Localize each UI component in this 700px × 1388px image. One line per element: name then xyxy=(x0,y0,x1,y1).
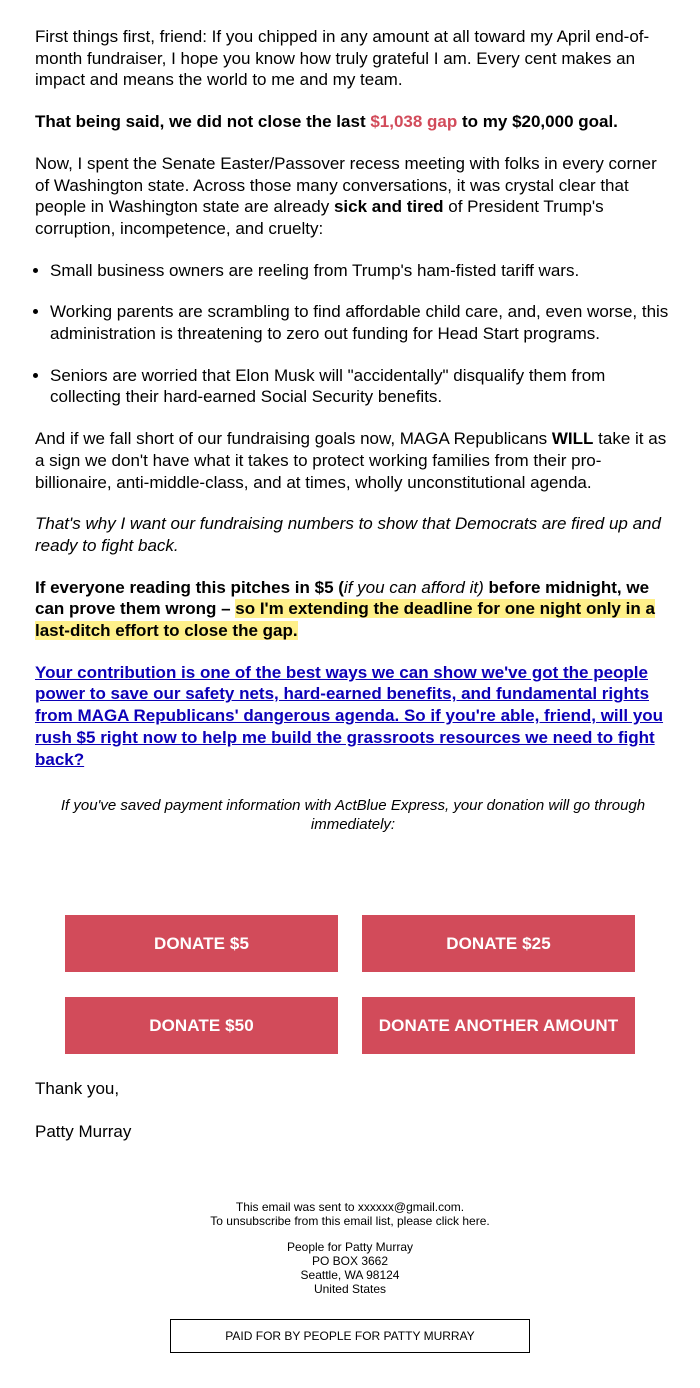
thanks-text: Thank you, xyxy=(35,1079,120,1098)
footer-address xyxy=(0,1240,700,1296)
sent-to-text: This email was sent to xxxxxx@gmail.com. xyxy=(235,1200,465,1214)
recess-text-1: Now, I spent the Senate Easter/Passover recess meeting with folks in every corner of Washington state. Across those many conversations, it was crystal clear that people in Washington state are already xyxy=(35,153,657,217)
maga-paragraph xyxy=(35,428,671,493)
po-box: PO BOX 3662 xyxy=(311,1254,389,1268)
donate-25-button[interactable]: DONATE $25 xyxy=(362,915,635,972)
maga-text-2: take it as a sign we don't have what it takes to protect working families from their pro-billionaire, anti-middle-class, and at times, wholly unconstitutional agenda. xyxy=(35,429,667,492)
list-item: • Small business owners are reeling from Trump's ham-fisted tariff wars. xyxy=(50,260,671,282)
city-line: Seattle, WA 98124 xyxy=(300,1268,400,1282)
maga-bold: WILL xyxy=(551,429,594,449)
pitch-text-1: If everyone reading this pitches in $5 ( xyxy=(35,577,344,597)
concerns-list xyxy=(35,260,671,409)
cta-paragraph xyxy=(35,662,671,771)
email-body xyxy=(35,26,671,834)
donate-50-button[interactable]: DONATE $50 xyxy=(65,997,338,1054)
footer-notice xyxy=(0,1200,700,1228)
donate-other-amount-button[interactable]: DONATE ANOTHER AMOUNT xyxy=(362,997,635,1054)
pitch-italic: if you can afford it) xyxy=(343,577,484,597)
express-note: If you've saved payment information with ActBlue Express, your donation will go through immediately: xyxy=(60,797,646,834)
italic-text: That's why I want our fundraising numbers to show that Democrats are fired up and ready to fight back. xyxy=(35,514,661,555)
intro-paragraph: First things first, friend: If you chipped in any amount at all toward my April end-of-month fundraiser, I hope you know how truly grateful I am. Every cent makes an impact and means the world to me and my team. xyxy=(35,27,650,90)
pitch-highlight: so I'm extending the deadline for one night only in a last-ditch effort to close the gap. xyxy=(35,599,655,641)
list-item: • Working parents are scrambling to find affordable child care, and, even worse, this administration is threatening to zero out funding for Head Start programs. xyxy=(50,301,671,344)
pitch-paragraph xyxy=(35,577,671,642)
maga-text-1: And if we fall short of our fundraising goals now, MAGA Republicans xyxy=(35,429,552,449)
gap-amount: $1,038 gap xyxy=(370,112,458,132)
pitch-text-2: before midnight, we can prove them wrong – xyxy=(35,577,650,619)
footer xyxy=(0,1200,700,1308)
gap-prefix: That being said, we did not close the last xyxy=(35,112,371,132)
gap-suffix: to my $20,000 goal. xyxy=(457,112,618,132)
gap-paragraph xyxy=(35,111,671,133)
list-item: • Seniors are worried that Elon Musk will "accidentally" disqualify them from collecting their hard-earned Social Security benefits. xyxy=(50,365,671,408)
italic-paragraph xyxy=(35,513,671,556)
donate-5-button[interactable]: DONATE $5 xyxy=(65,915,338,972)
cta-link[interactable]: Your contribution is one of the best ways we can show we've got the people power to save our safety nets, hard-earned benefits, and fundamental rights from MAGA Republicans' dangerous agenda. So if you're able, friend, will you rush $5 right now to help me build the grassroots resources we need to fight back? xyxy=(35,662,664,769)
signature-name: Patty Murray xyxy=(35,1122,132,1141)
country-line: United States xyxy=(313,1282,387,1296)
recess-paragraph xyxy=(35,153,671,240)
paid-for-disclaimer: PAID FOR BY PEOPLE FOR PATTY MURRAY xyxy=(170,1319,530,1353)
recess-text-2: of President Trump's corruption, incompetence, and cruelty: xyxy=(35,197,604,238)
signoff xyxy=(35,1078,131,1164)
org-name: People for Patty Murray xyxy=(286,1240,414,1254)
unsubscribe-link[interactable]: To unsubscribe from this email list, please click here. xyxy=(210,1214,490,1228)
recess-bold: sick and tired xyxy=(333,197,444,217)
